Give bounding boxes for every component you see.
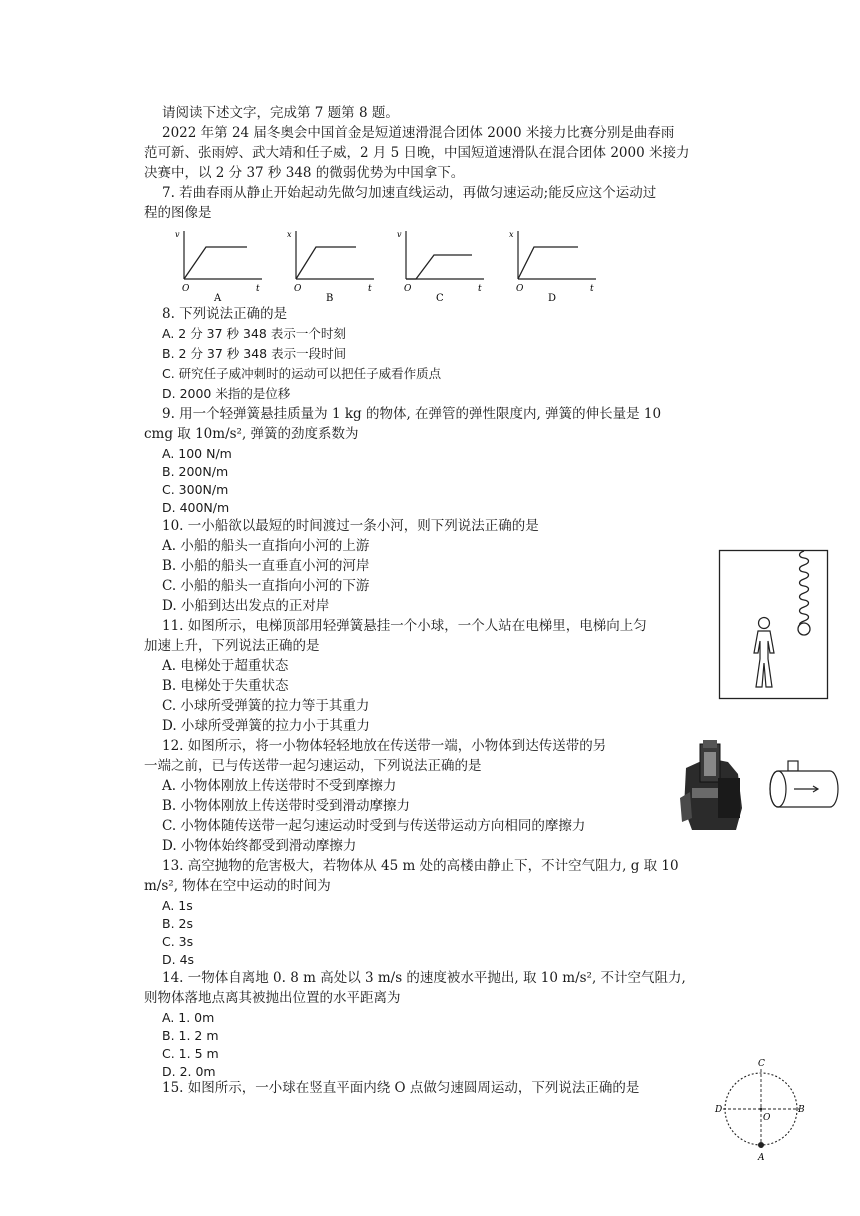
q7-graph-a-origin: O <box>182 284 190 294</box>
q10-option-c: C. 小船的船头一直指向小河的下游 <box>162 578 370 594</box>
q9-stem-line-1: 9. 用一个轻弹簧悬挂质量为 1 kg 的物体, 在弹管的弹性限度内, 弹簧的伸长量是 10 <box>162 406 662 422</box>
q7-graph-b-option: B <box>326 293 334 304</box>
q7-graph-a-t: t <box>256 284 260 294</box>
q7-graph-d-origin: O <box>516 284 524 294</box>
q7-graph-c <box>394 227 490 305</box>
q10-option-a: A. 小船的船头一直指向小河的上游 <box>162 538 370 554</box>
q7-graph-b-axis-label: x <box>287 230 292 239</box>
intro-line-3: 范可新、张雨婷、武大靖和任子威，2 月 5 日晚，中国短道速滑队在混合团体 2000 米接力 <box>144 145 690 161</box>
q7-graph-d <box>506 227 602 305</box>
intro-line-2: 2022 年第 24 届冬奥会中国首金是短道速滑混合团体 2000 米接力比赛分别是曲春雨 <box>162 125 675 141</box>
q13-stem-line-2: m/s², 物体在空中运动的时间为 <box>144 878 331 894</box>
q9-option-b: B. 200N/m <box>162 464 229 479</box>
q7-graph-b <box>284 227 380 305</box>
q13-stem-line-1: 13. 高空抛物的危害极大，若物体从 45 m 处的高楼由静止下，不计空气阻力, g 取 10 <box>162 858 679 874</box>
q11-stem-line-2: 加速上升，下列说法正确的是 <box>144 638 320 654</box>
point-o-label: O <box>763 1113 771 1123</box>
q7-graph-b-origin: O <box>294 284 302 294</box>
intro-line-4: 决赛中，以 2 分 37 秒 348 的微弱优势为中国拿下。 <box>144 165 465 181</box>
point-a-label: A <box>758 1153 765 1163</box>
ball-icon <box>758 1142 764 1148</box>
q12-stem-line-2: 一端之前，已与传送带一起匀速运动，下列说法正确的是 <box>144 758 482 774</box>
q10-stem: 10. 一小船欲以最短的时间渡过一条小河，则下列说法正确的是 <box>162 518 539 534</box>
conveyor-photo <box>678 738 750 832</box>
q11-stem-line-1: 11. 如图所示，电梯顶部用轻弹簧悬挂一个小球，一个人站在电梯里，电梯向上匀 <box>162 618 647 634</box>
q13-option-a: A. 1s <box>162 898 193 913</box>
q9-option-d: D. 400N/m <box>162 500 230 515</box>
q9-option-c: C. 300N/m <box>162 482 229 497</box>
q8-option-d: D. 2000 米指的是位移 <box>162 386 291 401</box>
q12-option-c: C. 小物体随传送带一起匀速运动时受到与传送带运动方向相同的摩擦力 <box>162 818 586 834</box>
q8-option-c: C. 研究任子威冲刺时的运动可以把任子威看作质点 <box>162 366 442 381</box>
q7-graph-a-option: A <box>214 293 222 304</box>
q12-option-d: D. 小物体始终都受到滑动摩擦力 <box>162 838 357 854</box>
q10-option-b: B. 小船的船头一直垂直小河的河岸 <box>162 558 370 574</box>
q11-option-b: B. 电梯处于失重状态 <box>162 678 289 694</box>
q7-graph-d-axis-label: x <box>509 230 514 239</box>
point-c-label: C <box>758 1059 765 1069</box>
q15-stem: 15. 如图所示，一小球在竖直平面内绕 O 点做匀速圆周运动，下列说法正确的是 <box>162 1080 640 1096</box>
point-d-label: D <box>715 1105 723 1115</box>
q11-option-a: A. 电梯处于超重状态 <box>162 658 289 674</box>
q9-stem-line-2: cmg 取 10m/s², 弹簧的劲度系数为 <box>144 426 359 442</box>
q7-graph-c-t: t <box>478 284 482 294</box>
q7-graph-c-origin: O <box>404 284 412 294</box>
q14-option-c: C. 1. 5 m <box>162 1046 219 1061</box>
conveyor-diagram <box>768 757 840 809</box>
q7-graph-c-option: C <box>436 293 444 304</box>
q13-option-b: B. 2s <box>162 916 193 931</box>
ball-icon <box>798 623 810 635</box>
q7-graph-a <box>172 227 268 305</box>
circle-figure <box>712 1054 806 1166</box>
q11-option-c: C. 小球所受弹簧的拉力等于其重力 <box>162 698 370 714</box>
q12-option-a: A. 小物体刚放上传送带时不受到摩擦力 <box>162 778 397 794</box>
q7-graph-b-t: t <box>368 284 372 294</box>
elevator-figure <box>718 549 830 701</box>
q14-stem-line-1: 14. 一物体自离地 0. 8 m 高处以 3 m/s 的速度被水平抛出, 取 10 m/s², 不计空气阻力, <box>162 970 686 986</box>
q11-option-d: D. 小球所受弹簧的拉力小于其重力 <box>162 718 370 734</box>
q7-graph-a-axis-label: v <box>175 230 180 239</box>
q14-option-a: A. 1. 0m <box>162 1010 215 1025</box>
q14-option-b: B. 1. 2 m <box>162 1028 219 1043</box>
point-b-label: B <box>798 1105 805 1115</box>
q13-option-c: C. 3s <box>162 934 194 949</box>
q13-option-d: D. 4s <box>162 952 195 967</box>
q7-graph-d-option: D <box>548 293 557 304</box>
q14-stem-line-2: 则物体落地点离其被抛出位置的水平距离为 <box>144 990 401 1006</box>
intro-line-1: 请阅读下述文字，完成第 7 题第 8 题。 <box>162 105 399 121</box>
q7-graph-c-axis-label: v <box>397 230 402 239</box>
q8-stem: 8. 下列说法正确的是 <box>162 306 288 322</box>
q7-stem-line-2: 程的图像是 <box>144 205 212 221</box>
q9-option-a: A. 100 N/m <box>162 446 232 461</box>
small-object-icon <box>788 761 798 771</box>
q12-stem-line-1: 12. 如图所示，将一小物体轻轻地放在传送带一端，小物体到达传送带的另 <box>162 738 607 754</box>
q7-graph-d-t: t <box>590 284 594 294</box>
q8-option-b: B. 2 分 37 秒 348 表示一段时间 <box>162 346 347 361</box>
q10-option-d: D. 小船到达出发点的正对岸 <box>162 598 330 614</box>
q8-option-a: A. 2 分 37 秒 348 表示一个时刻 <box>162 326 346 341</box>
q7-stem-line-1: 7. 若曲春雨从静止开始起动先做匀加速直线运动，再做匀速运动;能反应这个运动过 <box>162 185 657 201</box>
q14-option-d: D. 2. 0m <box>162 1064 216 1079</box>
q12-option-b: B. 小物体刚放上传送带时受到滑动摩擦力 <box>162 798 411 814</box>
